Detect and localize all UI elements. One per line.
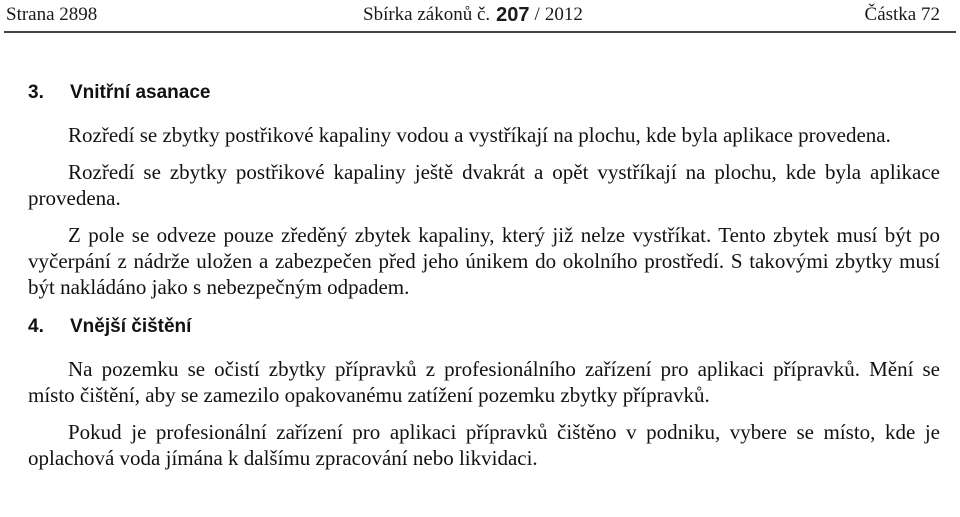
section-title: Vnější čištění xyxy=(70,316,192,337)
page-number: Strana 2898 xyxy=(6,4,98,25)
document-body xyxy=(28,80,940,471)
header-divider xyxy=(4,31,956,33)
paragraph: Rozředí se zbytky postřikové kapaliny vodou a vystříkají na plochu, kde byla aplikace provedena. xyxy=(68,123,891,147)
number-separator: / xyxy=(534,4,540,25)
act-year: 2012 xyxy=(544,4,583,25)
section-title: Vnitřní asanace xyxy=(70,82,211,103)
collection-name: Sbírka zákonů č. xyxy=(363,4,491,25)
section-number: 4. xyxy=(28,316,44,337)
paragraph: Rozředí se zbytky postřikové kapaliny ještě dvakrát a opět vystříkají na plochu, kde byla aplikace provedena. xyxy=(28,160,940,210)
collection-reference xyxy=(363,2,583,28)
section-heading-internal-cleaning xyxy=(28,80,940,106)
paragraph: Z pole se odveze pouze zředěný zbytek kapaliny, který již nelze vystříkat. Tento zbytek musí být po vyčerpání z nádrže uložen a zabezpečen před jeho únikem do okolního prostředí. S takovými zbytky musí být nakládáno jako s nebezpečným odpadem. xyxy=(28,223,940,299)
act-number: 207 xyxy=(496,3,530,26)
section-number: 3. xyxy=(28,82,44,103)
paragraph: Pokud je profesionální zařízení pro aplikaci přípravků čištěno v podniku, vybere se místo, kde je oplachová voda jímána k dalšímu zpracování nebo likvidaci. xyxy=(28,420,940,470)
section-heading-external-cleaning xyxy=(28,314,940,340)
page-header xyxy=(6,2,940,28)
part-number: Částka 72 xyxy=(864,4,940,25)
paragraph: Na pozemku se očistí zbytky přípravků z profesionálního zařízení pro aplikaci přípravků. Mění se místo čištění, aby se zamezilo opakovanému zatížení pozemku zbytky přípravků. xyxy=(28,357,940,407)
